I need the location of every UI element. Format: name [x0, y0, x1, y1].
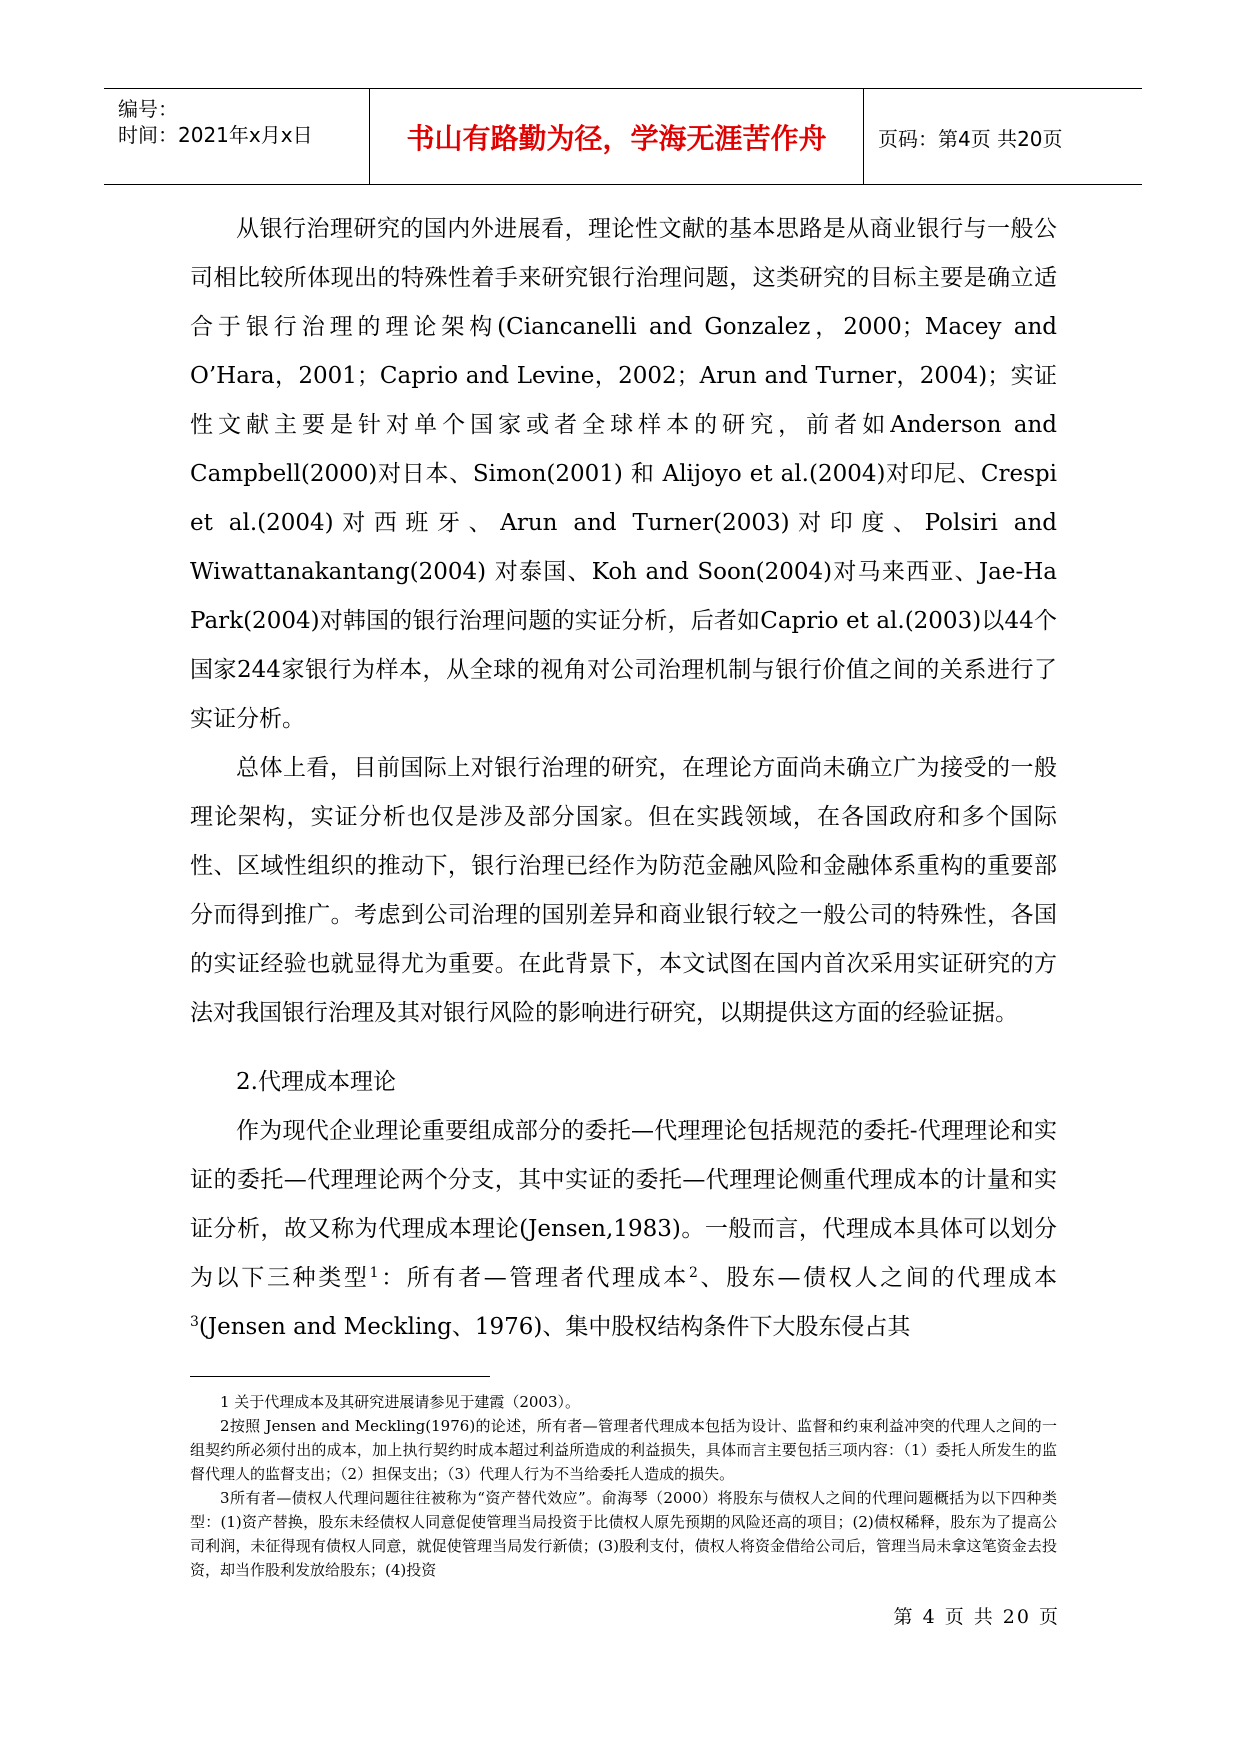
page-header: [104, 88, 1142, 185]
number-label: 编号：: [118, 97, 178, 121]
paragraph-3-part-b: ：所有者—管理者代理成本: [378, 1265, 689, 1291]
footnote-1: 1 关于代理成本及其研究进展请参见于建霞（2003）。: [220, 1393, 580, 1411]
header-right-cell: [864, 89, 1142, 184]
paragraph-3-part-c: 、股东—债权人之间的代理成本: [697, 1265, 1058, 1291]
document-body: [190, 205, 1057, 1352]
footnote-ref-1: 1: [369, 1265, 379, 1281]
header-left-cell: [104, 89, 369, 184]
footnote-2: 2按照 Jensen and Meckling(1976)的论述，所有者—管理者代理成本包括为设计、监督和约束利益冲突的代理人之间的一组契约所必须付出的成本，加上执行契约时成本超过利益所造成的利益损失，具体而言主要包括三项内容：（1）委托人所发生的监督代理人的监督支出；（2）担保支出；（3）代理人行为不当给委托人造成的损失。: [190, 1417, 1057, 1483]
section-heading: 2.代理成本理论: [236, 1069, 396, 1095]
footnote-separator: [190, 1376, 490, 1377]
time-label: 时间：2021年x月x日: [118, 123, 313, 147]
section-gap: [190, 1038, 1057, 1058]
paragraph-2: 总体上看，目前国际上对银行治理的研究，在理论方面尚未确立广为接受的一般理论架构，实证分析也仅是涉及部分国家。但在实践领域，在各国政府和多个国际性、区域性组织的推动下，银行治理已经作为防范金融风险和金融体系重构的重要部分而得到推广。考虑到公司治理的国别差异和商业银行较之一般公司的特殊性，各国的实证经验也就显得尤为重要。在此背景下，本文试图在国内首次采用实证研究的方法对我国银行治理及其对银行风险的影响进行研究，以期提供这方面的经验证据。: [190, 755, 1057, 1026]
header-middle-cell: [369, 89, 864, 184]
page-footer: 第 4 页 共 20 页: [893, 1606, 1060, 1628]
motto-text: 书山有路勤为径，学海无涯苦作舟: [406, 122, 827, 155]
footnote-ref-3: 3: [190, 1314, 199, 1330]
paragraph-3-part-a: 作为现代企业理论重要组成部分的委托—代理理论包括规范的委托-代理理论和实证的委托—代理理论两个分支，其中实证的委托—代理理论侧重代理成本的计量和实证分析，故又称为代理成本理论(Jensen,1983)。一般而言，代理成本具体可以划分为以下三种类型: [190, 1118, 1057, 1291]
paragraph-1: 从银行治理研究的国内外进展看，理论性文献的基本思路是从商业银行与一般公司相比较所体现出的特殊性着手来研究银行治理问题，这类研究的目标主要是确立适合于银行治理的理论架构(Ciancanelli and Gonzalez，2000；Macey and O’Hara，2001；Caprio and Levine，2002；Arun and Turner，2004)；实证性文献主要是针对单个国家或者全球样本的研究，前者如Anderson and Campbell(2000)对日本、Simon(2001) 和 Alijoyo et al.(2004)对印尼、Crespi et al.(2004)对西班牙、Arun and Turner(2003)对印度、Polsiri and Wiwattanakantang(2004) 对泰国、Koh and Soon(2004)对马来西亚、Jae-Ha Park(2004)对韩国的银行治理问题的实证分析，后者如Caprio et al.(2003)以44个国家244家银行为样本，从全球的视角对公司治理机制与银行价值之间的关系进行了实证分析。: [190, 216, 1057, 732]
page-info: 页码：第4页 共20页: [878, 127, 1063, 151]
footnote-ref-2: 2: [688, 1265, 698, 1281]
footnote-3: 3所有者—债权人代理问题往往被称为“资产替代效应”。俞海琴（2000）将股东与债权人之间的代理问题概括为以下四种类型：(1)资产替换，股东未经债权人同意促使管理当局投资于比债权人原先预期的风险还高的项目；(2)债权稀释，股东为了提高公司利润，未征得现有债权人同意，就促使管理当局发行新债；(3)股利支付，债权人将资金借给公司后，管理当局未拿这笔资金去投资，却当作股利发放给股东；(4)投资: [190, 1489, 1057, 1579]
paragraph-3: [190, 1107, 1057, 1352]
paragraph-3-part-d: (Jensen and Meckling、1976)、集中股权结构条件下大股东侵占其: [198, 1314, 911, 1340]
footnotes: [190, 1390, 1057, 1582]
